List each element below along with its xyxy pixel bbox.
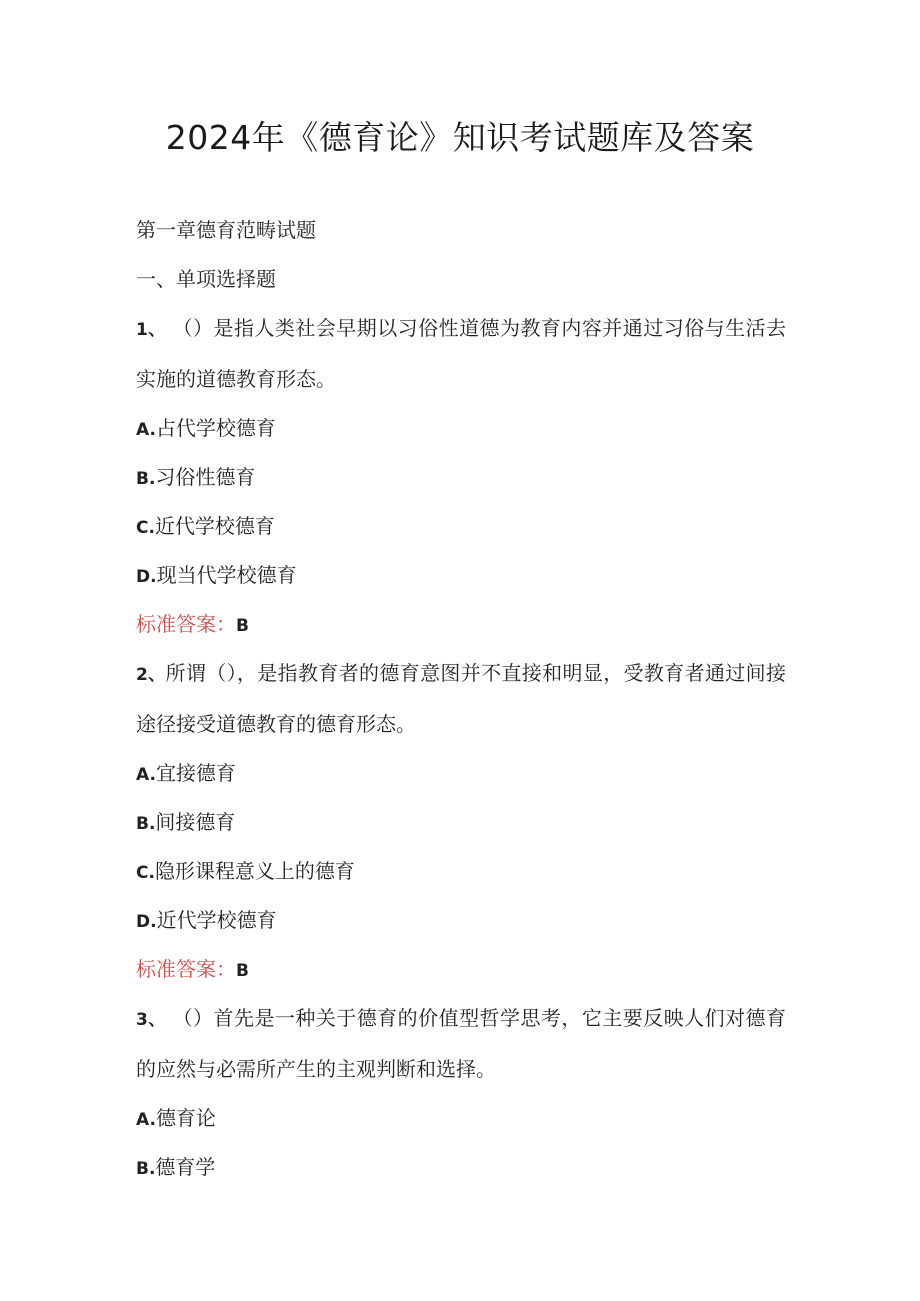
option-letter: C. [136, 518, 155, 538]
option-text: 现当代学校德育 [156, 563, 297, 587]
answer-value: B [236, 961, 249, 981]
option-text: 占代学校德育 [155, 416, 276, 440]
option-letter: A. [136, 1110, 156, 1130]
option-text: 德育学 [155, 1155, 216, 1179]
answer-label: 标准答案： [136, 612, 236, 636]
option-a [136, 1094, 786, 1143]
answer-value: B [236, 616, 249, 636]
option-text: 宜接德育 [155, 761, 236, 785]
option-text: 隐形课程意义上的德育 [154, 859, 355, 883]
option-d [136, 896, 786, 945]
option-text: 近代学校德育 [156, 908, 277, 932]
option-text: 习俗性德育 [155, 465, 256, 489]
option-a [136, 404, 786, 453]
answer-label: 标准答案： [136, 957, 236, 981]
question-number: 1、 [136, 320, 166, 340]
option-b [136, 798, 786, 847]
question-1 [136, 304, 786, 649]
option-b [136, 1143, 786, 1192]
question-stem [136, 304, 786, 404]
question-2 [136, 649, 786, 994]
question-text: （）是指人类社会早期以习俗性道德为教育内容并通过习俗与生活去实施的道德教育形态。 [136, 316, 787, 391]
option-letter: B. [136, 469, 156, 489]
option-letter: C. [136, 863, 155, 883]
option-d [136, 551, 786, 600]
option-text: 德育论 [155, 1106, 216, 1130]
option-letter: A. [136, 420, 156, 440]
question-stem [136, 649, 786, 749]
option-letter: B. [136, 814, 156, 834]
section-heading: 一、单项选择题 [136, 267, 276, 291]
option-text: 近代学校德育 [154, 514, 275, 538]
question-text: （）首先是一种关于德育的价值型哲学思考，它主要反映人们对德育的应然与必需所产生的主观判断和选择。 [136, 1006, 787, 1081]
option-a [136, 749, 786, 798]
document-title: 2024年《德育论》知识考试题库及答案 [165, 118, 755, 157]
question-number: 2、 [136, 665, 166, 685]
option-letter: A. [136, 765, 156, 785]
option-letter: B. [136, 1159, 156, 1179]
chapter-heading: 第一章德育范畴试题 [136, 218, 316, 242]
option-c [136, 847, 786, 896]
option-c [136, 502, 786, 551]
question-number: 3、 [136, 1010, 166, 1030]
question-3 [136, 994, 786, 1192]
question-text: 所谓（），是指教育者的德育意图并不直接和明显，受教育者通过间接途径接受道德教育的德育形态。 [136, 661, 786, 736]
option-letter: D. [136, 567, 157, 587]
document-body [136, 206, 786, 1192]
question-stem [136, 994, 786, 1094]
answer-line [136, 600, 786, 649]
option-letter: D. [136, 912, 157, 932]
answer-line [136, 945, 786, 994]
option-b [136, 453, 786, 502]
option-text: 间接德育 [155, 810, 236, 834]
